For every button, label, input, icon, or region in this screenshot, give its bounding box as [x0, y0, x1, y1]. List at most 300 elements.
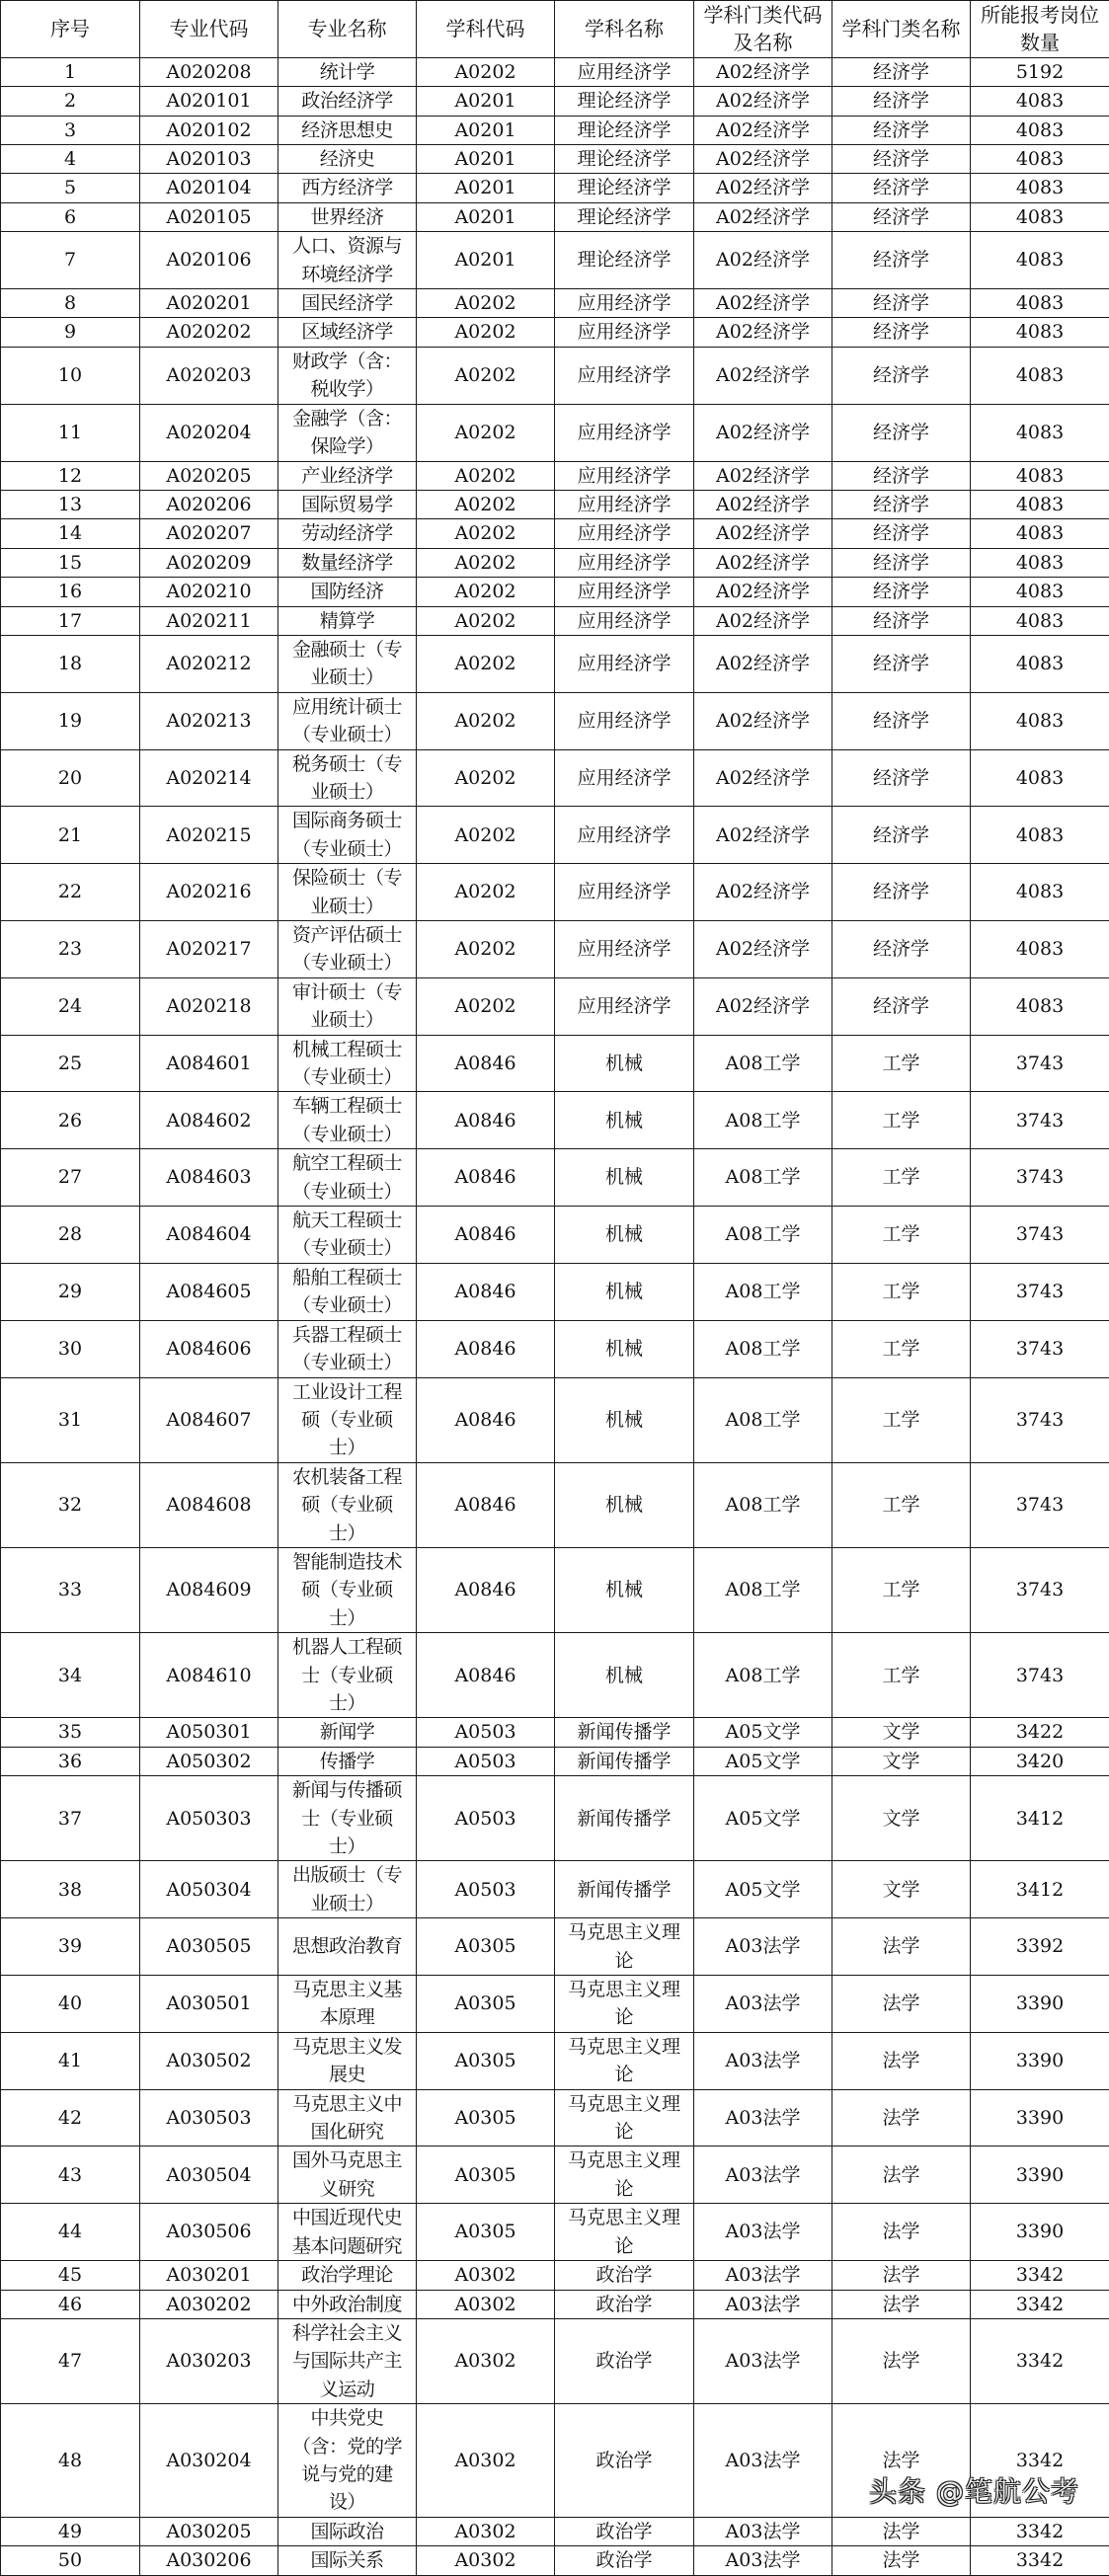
cell-major-name-line: 船舶工程硕士	[278, 1264, 416, 1291]
cell-category-name: 工学	[832, 1633, 971, 1718]
cell-major-name-line: （专业硕士）	[278, 835, 416, 863]
cell-category-code-name: A03法学	[694, 2089, 832, 2147]
cell-major-name	[278, 289, 417, 318]
cell-serial-no: 16	[1, 578, 140, 606]
table-row	[1, 2204, 1109, 2261]
cell-subject-code: A0302	[417, 2290, 555, 2318]
cell-subject-name-line: 理论经济学	[555, 203, 693, 231]
table-row	[1, 2318, 1109, 2403]
cell-category-name: 法学	[832, 2290, 971, 2318]
cell-subject-name-line: 机械	[555, 1107, 693, 1134]
cell-serial-no: 40	[1, 1976, 140, 2033]
cell-subject-name-line: 机械	[555, 1576, 693, 1603]
cell-subject-name	[555, 145, 694, 174]
cell-serial-no: 41	[1, 2032, 140, 2089]
cell-position-count: 4083	[971, 749, 1109, 807]
cell-major-code: A020101	[140, 87, 278, 116]
cell-category-name: 工学	[832, 1377, 971, 1462]
cell-subject-name	[555, 2261, 694, 2290]
cell-category-name: 工学	[832, 1035, 971, 1092]
table-row	[1, 1633, 1109, 1718]
cell-major-code: A020208	[140, 57, 278, 86]
cell-subject-name-line: 应用经济学	[555, 764, 693, 792]
cell-serial-no: 10	[1, 347, 140, 404]
cell-subject-code: A0305	[417, 2204, 555, 2261]
cell-subject-code: A0202	[417, 864, 555, 921]
cell-category-code-name: A05文学	[694, 1776, 832, 1861]
table-row	[1, 1776, 1109, 1861]
cell-position-count: 3342	[971, 2404, 1109, 2518]
cell-position-count: 4083	[971, 692, 1109, 749]
cell-major-name-line: 业硕士）	[278, 1890, 416, 1917]
cell-category-name: 经济学	[832, 145, 971, 174]
cell-category-name: 工学	[832, 1547, 971, 1632]
cell-category-code-name: A08工学	[694, 1149, 832, 1207]
cell-subject-name	[555, 2517, 694, 2545]
cell-subject-code: A0202	[417, 921, 555, 978]
cell-subject-name	[555, 57, 694, 86]
table-row	[1, 519, 1109, 548]
cell-serial-no: 21	[1, 807, 140, 864]
cell-major-name-line: 士）	[278, 1604, 416, 1632]
cell-major-name-line: （专业硕士）	[278, 721, 416, 748]
cell-subject-name-line: 应用经济学	[555, 707, 693, 735]
cell-serial-no: 35	[1, 1718, 140, 1747]
cell-position-count: 4083	[971, 921, 1109, 978]
cell-subject-name-line: 政治学	[555, 2291, 693, 2318]
cell-major-name	[278, 1207, 417, 1264]
cell-major-name	[278, 318, 417, 347]
cell-serial-no: 9	[1, 318, 140, 347]
cell-category-code-name: A02经济学	[694, 519, 832, 548]
cell-subject-code: A0202	[417, 490, 555, 518]
table-row	[1, 1547, 1109, 1632]
cell-subject-name	[555, 548, 694, 577]
cell-subject-name-line: 应用经济学	[555, 289, 693, 317]
cell-major-name-line: 产业经济学	[278, 462, 416, 490]
cell-serial-no: 4	[1, 145, 140, 174]
cell-major-code: A020210	[140, 578, 278, 606]
cell-subject-name-line: 马克思主义理	[555, 1976, 693, 2003]
cell-position-count: 4083	[971, 578, 1109, 606]
cell-subject-name-line: 政治学	[555, 2518, 693, 2545]
table-row	[1, 461, 1109, 490]
cell-category-name: 文学	[832, 1747, 971, 1775]
cell-category-code-name: A02经济学	[694, 116, 832, 144]
cell-category-name: 经济学	[832, 548, 971, 577]
table-row	[1, 318, 1109, 347]
cell-category-name: 工学	[832, 1092, 971, 1149]
cell-major-name	[278, 1320, 417, 1377]
cell-major-code: A030201	[140, 2261, 278, 2290]
cell-subject-name-line: 马克思主义理	[555, 2204, 693, 2231]
cell-subject-code: A0846	[417, 1149, 555, 1207]
table-row	[1, 202, 1109, 231]
table-row	[1, 404, 1109, 461]
cell-category-name: 法学	[832, 2546, 971, 2575]
cell-position-count: 4083	[971, 289, 1109, 318]
cell-subject-name-line: 机械	[555, 1335, 693, 1363]
cell-subject-name	[555, 1776, 694, 1861]
cell-subject-name-line: 马克思主义理	[555, 2033, 693, 2061]
cell-major-name	[278, 1462, 417, 1547]
cell-major-name-line: （专业硕士）	[278, 1121, 416, 1148]
cell-subject-code: A0201	[417, 116, 555, 144]
cell-major-name	[278, 2147, 417, 2204]
cell-subject-code: A0503	[417, 1747, 555, 1775]
cell-subject-name-line: 马克思主义理	[555, 2147, 693, 2174]
cell-subject-name	[555, 318, 694, 347]
cell-major-code: A030204	[140, 2404, 278, 2518]
cell-category-code-name: A02经济学	[694, 174, 832, 202]
cell-category-code-name: A03法学	[694, 2517, 832, 2545]
cell-subject-name	[555, 87, 694, 116]
cell-category-code-name: A02经济学	[694, 461, 832, 490]
cell-major-code: A020216	[140, 864, 278, 921]
cell-major-code: A020207	[140, 519, 278, 548]
table-row	[1, 1918, 1109, 1976]
cell-category-code-name: A08工学	[694, 1207, 832, 1264]
cell-major-name	[278, 1263, 417, 1320]
cell-subject-code: A0202	[417, 749, 555, 807]
header-position-count	[971, 1, 1109, 58]
cell-major-name-line: 税收学）	[278, 375, 416, 403]
cell-major-name	[278, 921, 417, 978]
cell-major-name-line: 出版硕士（专	[278, 1861, 416, 1889]
cell-category-code-name: A02经济学	[694, 749, 832, 807]
cell-major-name-line: 经济思想史	[278, 117, 416, 144]
cell-category-code-name: A02经济学	[694, 864, 832, 921]
cell-major-name-line: 硕（专业硕	[278, 1576, 416, 1603]
cell-major-code: A020202	[140, 318, 278, 347]
cell-category-code-name: A02经济学	[694, 807, 832, 864]
cell-serial-no: 42	[1, 2089, 140, 2147]
cell-major-name-line: 业硕士）	[278, 778, 416, 806]
cell-subject-name-line: 新闻传播学	[555, 1748, 693, 1775]
cell-subject-code: A0305	[417, 2032, 555, 2089]
cell-major-name-line: 农机装备工程	[278, 1463, 416, 1491]
cell-major-name-line: 航天工程硕士	[278, 1207, 416, 1234]
cell-subject-name-line: 应用经济学	[555, 878, 693, 905]
header-row	[1, 1, 1109, 58]
cell-major-name	[278, 1918, 417, 1976]
header-subject-code	[417, 1, 555, 58]
cell-major-code: A020213	[140, 692, 278, 749]
cell-major-name	[278, 2032, 417, 2089]
cell-subject-name	[555, 1861, 694, 1918]
cell-major-name	[278, 807, 417, 864]
cell-subject-name-line: 马克思主义理	[555, 2090, 693, 2118]
cell-subject-name-line: 应用经济学	[555, 578, 693, 605]
cell-category-name: 文学	[832, 1718, 971, 1747]
cell-category-code-name: A02经济学	[694, 87, 832, 116]
cell-subject-name	[555, 2147, 694, 2204]
cell-subject-name-line: 马克思主义理	[555, 1918, 693, 1946]
table-row	[1, 490, 1109, 518]
cell-subject-name	[555, 1918, 694, 1976]
cell-serial-no: 29	[1, 1263, 140, 1320]
cell-major-name	[278, 461, 417, 490]
cell-major-code: A084605	[140, 1263, 278, 1320]
cell-subject-name	[555, 2546, 694, 2575]
table-row	[1, 864, 1109, 921]
cell-major-name-line: 金融硕士（专	[278, 636, 416, 664]
cell-major-code: A030502	[140, 2032, 278, 2089]
cell-category-code-name: A02经济学	[694, 548, 832, 577]
cell-subject-name	[555, 202, 694, 231]
cell-major-name-line: （专业硕士）	[278, 1291, 416, 1319]
cell-major-name	[278, 1547, 417, 1632]
cell-major-name-line: 国化研究	[278, 2118, 416, 2146]
cell-position-count: 3743	[971, 1092, 1109, 1149]
cell-position-count: 3422	[971, 1718, 1109, 1747]
cell-major-name	[278, 87, 417, 116]
cell-major-code: A020215	[140, 807, 278, 864]
cell-category-code-name: A08工学	[694, 1377, 832, 1462]
table-row	[1, 289, 1109, 318]
table-row	[1, 1747, 1109, 1775]
cell-serial-no: 28	[1, 1207, 140, 1264]
cell-major-code: A084601	[140, 1035, 278, 1092]
cell-category-code-name: A02经济学	[694, 404, 832, 461]
cell-major-code: A020206	[140, 490, 278, 518]
cell-major-name-line: （专业硕士）	[278, 949, 416, 976]
table-row	[1, 2147, 1109, 2204]
cell-subject-name-line: 应用经济学	[555, 58, 693, 86]
cell-category-code-name: A03法学	[694, 2147, 832, 2204]
cell-serial-no: 8	[1, 289, 140, 318]
table-row	[1, 1207, 1109, 1264]
cell-major-name-line: 业硕士）	[278, 893, 416, 920]
cell-subject-code: A0846	[417, 1547, 555, 1632]
cell-subject-name-line: 机械	[555, 1406, 693, 1434]
table-row	[1, 548, 1109, 577]
cell-category-name: 经济学	[832, 87, 971, 116]
table-row	[1, 749, 1109, 807]
cell-position-count: 4083	[971, 318, 1109, 347]
cell-subject-name	[555, 1462, 694, 1547]
cell-category-name: 经济学	[832, 578, 971, 606]
cell-serial-no: 3	[1, 116, 140, 144]
cell-subject-name-line: 政治学	[555, 2546, 693, 2574]
cell-category-name: 经济学	[832, 404, 971, 461]
cell-serial-no: 24	[1, 977, 140, 1035]
cell-serial-no: 7	[1, 232, 140, 289]
cell-major-name	[278, 977, 417, 1035]
cell-category-name: 经济学	[832, 116, 971, 144]
cell-category-name: 法学	[832, 2032, 971, 2089]
cell-major-code: A020105	[140, 202, 278, 231]
cell-position-count: 3342	[971, 2318, 1109, 2403]
cell-category-code-name: A02经济学	[694, 692, 832, 749]
table-row	[1, 635, 1109, 692]
cell-major-code: A050304	[140, 1861, 278, 1918]
cell-category-code-name: A08工学	[694, 1092, 832, 1149]
cell-subject-code: A0302	[417, 2404, 555, 2518]
cell-major-code: A030501	[140, 1976, 278, 2033]
cell-major-name	[278, 232, 417, 289]
cell-serial-no: 36	[1, 1747, 140, 1775]
table-row	[1, 2546, 1109, 2575]
cell-major-code: A084604	[140, 1207, 278, 1264]
cell-subject-name-line: 理论经济学	[555, 117, 693, 144]
cell-major-name-line: （含：党的学	[278, 2433, 416, 2460]
cell-subject-code: A0302	[417, 2318, 555, 2403]
header-label-line: 专业代码	[140, 15, 277, 42]
cell-category-name: 经济学	[832, 289, 971, 318]
cell-major-name-line: 智能制造技术	[278, 1548, 416, 1576]
cell-category-code-name: A03法学	[694, 1976, 832, 2033]
cell-subject-name-line: 论	[555, 2232, 693, 2260]
cell-position-count: 3390	[971, 2147, 1109, 2204]
cell-subject-code: A0846	[417, 1633, 555, 1718]
cell-position-count: 4083	[971, 87, 1109, 116]
cell-major-code: A020103	[140, 145, 278, 174]
cell-serial-no: 46	[1, 2290, 140, 2318]
cell-major-name-line: 马克思主义中	[278, 2090, 416, 2118]
cell-major-name-line: 人口、资源与	[278, 232, 416, 260]
cell-subject-code: A0305	[417, 1918, 555, 1976]
cell-major-code: A020218	[140, 977, 278, 1035]
cell-category-code-name: A08工学	[694, 1462, 832, 1547]
cell-major-name-line: （专业硕士）	[278, 1178, 416, 1206]
cell-major-name	[278, 1776, 417, 1861]
cell-major-name-line: 马克思主义基	[278, 1976, 416, 2003]
header-label-line: 学科门类代码	[694, 1, 832, 29]
cell-major-code: A020104	[140, 174, 278, 202]
cell-subject-name-line: 政治学	[555, 2347, 693, 2375]
cell-major-name-line: 义运动	[278, 2376, 416, 2403]
cell-major-name	[278, 2089, 417, 2147]
cell-subject-name-line: 应用经济学	[555, 821, 693, 849]
cell-serial-no: 23	[1, 921, 140, 978]
cell-major-name-line: 士（专业硕	[278, 1662, 416, 1689]
cell-major-code: A030503	[140, 2089, 278, 2147]
cell-subject-code: A0202	[417, 606, 555, 635]
cell-category-name: 法学	[832, 2318, 971, 2403]
table-row	[1, 692, 1109, 749]
cell-subject-name-line: 应用经济学	[555, 607, 693, 635]
cell-subject-name-line: 应用经济学	[555, 992, 693, 1020]
cell-major-name-line: 兵器工程硕士	[278, 1321, 416, 1349]
cell-category-name: 经济学	[832, 692, 971, 749]
cell-subject-name-line: 论	[555, 2061, 693, 2088]
cell-subject-name-line: 论	[555, 2118, 693, 2146]
cell-major-code: A084610	[140, 1633, 278, 1718]
cell-major-name	[278, 1633, 417, 1718]
cell-major-name-line: 国际贸易学	[278, 491, 416, 518]
cell-subject-name	[555, 1976, 694, 2033]
cell-major-name-line: 保险硕士（专	[278, 864, 416, 892]
table-row	[1, 2290, 1109, 2318]
header-label-line: 序号	[1, 15, 139, 42]
cell-position-count: 5192	[971, 57, 1109, 86]
cell-major-name-line: 新闻与传播硕	[278, 1776, 416, 1804]
cell-major-name-line: 设）	[278, 2488, 416, 2516]
cell-subject-name	[555, 2032, 694, 2089]
cell-serial-no: 44	[1, 2204, 140, 2261]
cell-position-count: 3390	[971, 2204, 1109, 2261]
cell-major-code: A084606	[140, 1320, 278, 1377]
cell-subject-code: A0503	[417, 1776, 555, 1861]
cell-subject-code: A0846	[417, 1207, 555, 1264]
cell-category-code-name: A03法学	[694, 2204, 832, 2261]
cell-subject-code: A0202	[417, 578, 555, 606]
cell-major-name-line: 传播学	[278, 1748, 416, 1775]
cell-category-code-name: A02经济学	[694, 57, 832, 86]
cell-major-name-line: 国际商务硕士	[278, 807, 416, 834]
cell-subject-name-line: 应用经济学	[555, 519, 693, 547]
cell-subject-code: A0202	[417, 635, 555, 692]
cell-category-code-name: A02经济学	[694, 347, 832, 404]
cell-position-count: 3342	[971, 2261, 1109, 2290]
cell-major-name-line: 机械工程硕士	[278, 1036, 416, 1063]
cell-major-name	[278, 749, 417, 807]
cell-subject-name	[555, 807, 694, 864]
cell-major-name	[278, 1861, 417, 1918]
cell-subject-name-line: 机械	[555, 1220, 693, 1248]
cell-subject-name	[555, 1747, 694, 1775]
cell-category-name: 经济学	[832, 174, 971, 202]
cell-subject-name	[555, 578, 694, 606]
cell-serial-no: 37	[1, 1776, 140, 1861]
cell-major-name	[278, 692, 417, 749]
cell-subject-name	[555, 1547, 694, 1632]
cell-major-name-line: 区域经济学	[278, 318, 416, 346]
cell-category-code-name: A03法学	[694, 2404, 832, 2518]
table-row	[1, 1976, 1109, 2033]
cell-major-name	[278, 548, 417, 577]
cell-subject-name-line: 应用经济学	[555, 462, 693, 490]
cell-major-name-line: 业硕士）	[278, 664, 416, 691]
table-row	[1, 87, 1109, 116]
cell-category-code-name: A03法学	[694, 1918, 832, 1976]
cell-subject-name	[555, 1263, 694, 1320]
cell-serial-no: 49	[1, 2517, 140, 2545]
cell-major-code: A020217	[140, 921, 278, 978]
cell-subject-code: A0201	[417, 232, 555, 289]
cell-major-name-line: 应用统计硕士	[278, 693, 416, 721]
cell-subject-name	[555, 519, 694, 548]
cell-major-name	[278, 864, 417, 921]
cell-category-name: 经济学	[832, 318, 971, 347]
header-label-line: 学科代码	[417, 15, 554, 42]
table-row	[1, 1263, 1109, 1320]
cell-major-code: A084607	[140, 1377, 278, 1462]
cell-position-count: 4083	[971, 519, 1109, 548]
cell-subject-code: A0201	[417, 202, 555, 231]
cell-serial-no: 15	[1, 548, 140, 577]
header-label-line: 数量	[971, 29, 1109, 56]
cell-category-name: 法学	[832, 2204, 971, 2261]
cell-position-count: 3743	[971, 1377, 1109, 1462]
cell-subject-name-line: 应用经济学	[555, 549, 693, 577]
cell-major-name	[278, 578, 417, 606]
table-row	[1, 1861, 1109, 1918]
cell-position-count: 3390	[971, 1976, 1109, 2033]
cell-subject-name	[555, 1633, 694, 1718]
cell-serial-no: 5	[1, 174, 140, 202]
cell-major-name-line: 中国近现代史	[278, 2204, 416, 2231]
cell-major-name-line: 硕（专业硕	[278, 1491, 416, 1519]
cell-subject-code: A0846	[417, 1462, 555, 1547]
cell-major-name-line: 硕（专业硕	[278, 1406, 416, 1434]
cell-major-name	[278, 2404, 417, 2518]
cell-major-name-line: 金融学（含：	[278, 405, 416, 432]
cell-major-name	[278, 1976, 417, 2033]
cell-subject-code: A0302	[417, 2261, 555, 2290]
cell-subject-name	[555, 174, 694, 202]
